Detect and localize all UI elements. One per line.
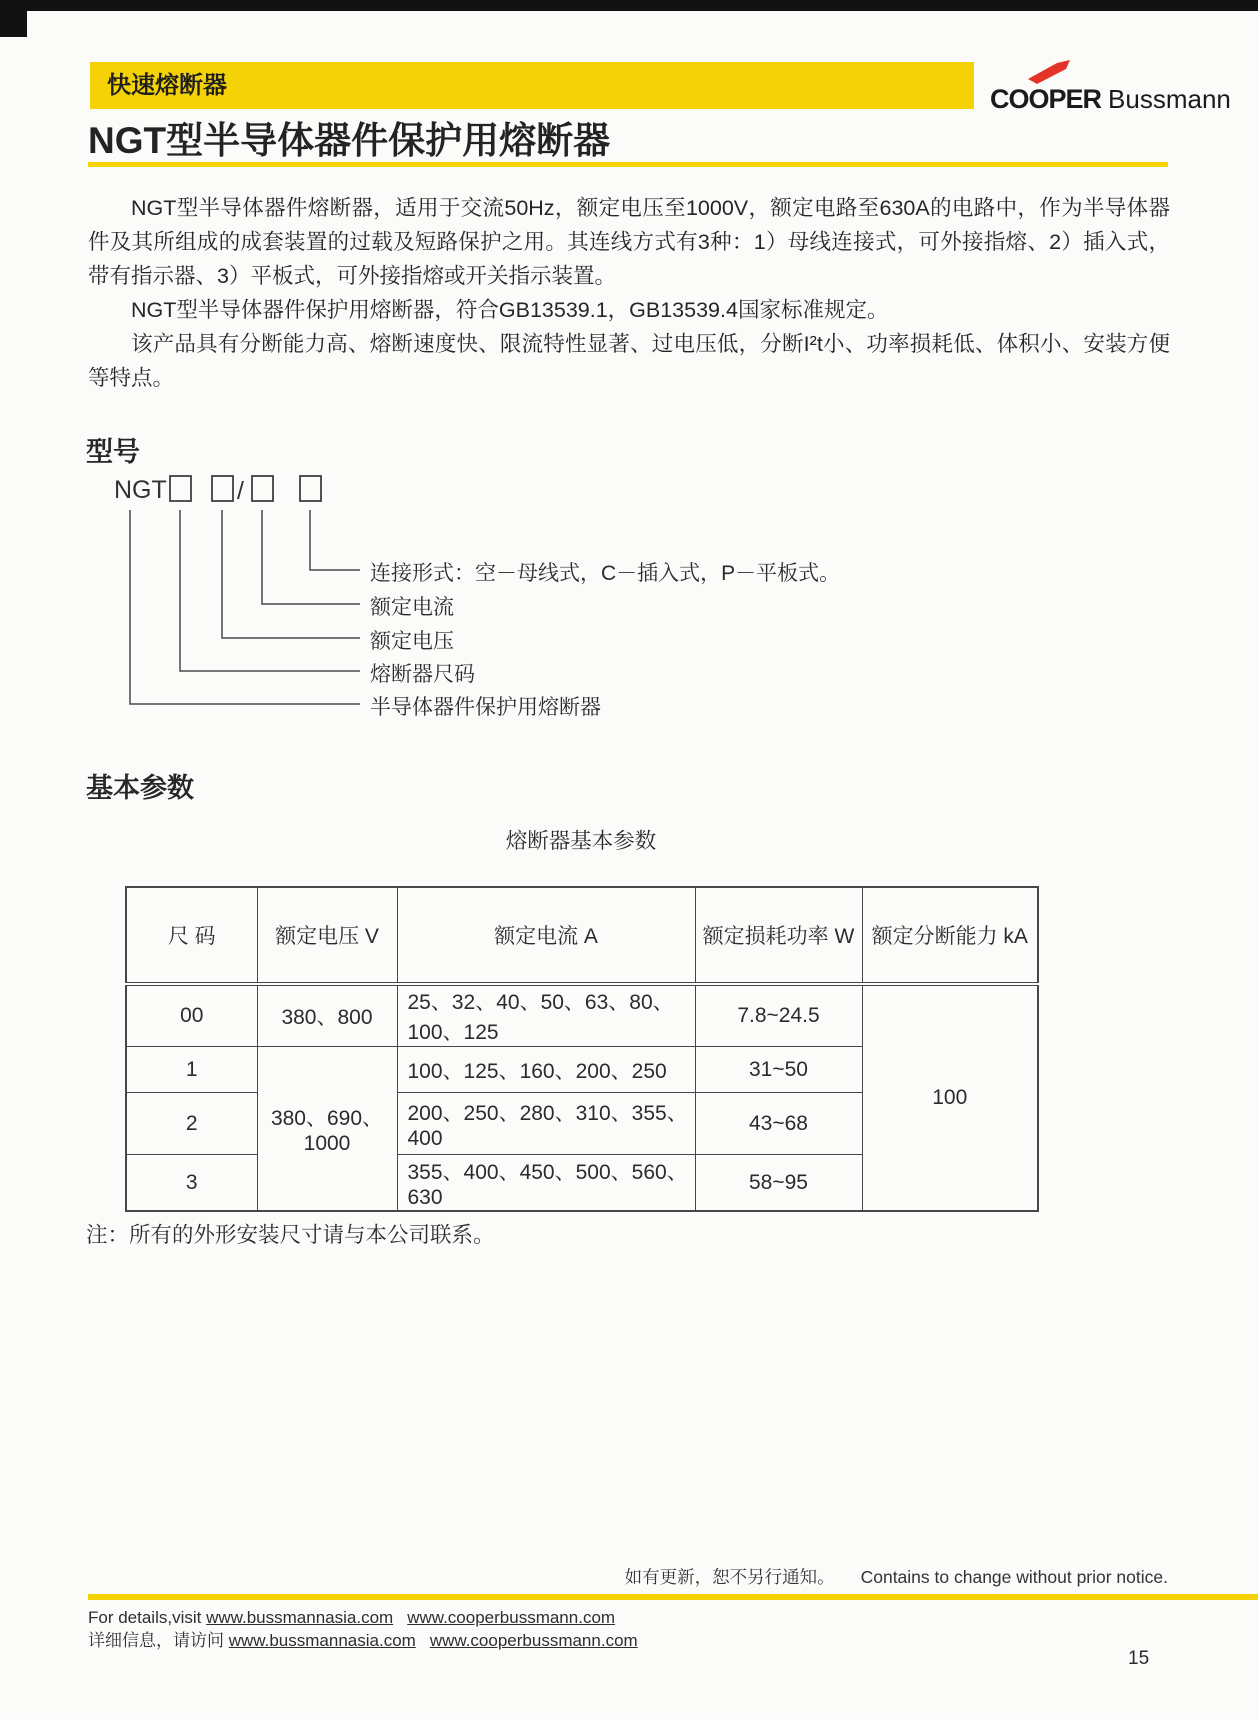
connector-line-size xyxy=(180,510,360,671)
logo-text xyxy=(990,84,1231,115)
connector-line-connection xyxy=(310,510,360,570)
parameters-section-heading: 基本参数 xyxy=(86,773,194,803)
top-left-scan-notch xyxy=(0,0,27,37)
bussmannasia-link[interactable]: www.bussmannasia.com xyxy=(206,1608,394,1627)
column-header-current: 额定电流 A xyxy=(397,887,695,984)
cell-current: 200、250、280、310、355、400 xyxy=(397,1093,695,1155)
cell-current: 100、125、160、200、250 xyxy=(397,1047,695,1093)
cell-breaking-capacity: 100 xyxy=(862,984,1038,1211)
change-notice-zh: 如有更新，恕不另行通知。 xyxy=(624,1567,835,1587)
cell-current: 355、400、450、500、560、630 xyxy=(397,1155,695,1212)
model-box-current xyxy=(252,476,273,501)
footer-links-line-zh xyxy=(88,1629,638,1652)
intro-paragraph-2: NGT型半导体器件保护用熔断器，符合GB13539.1，GB13539.4国家标准规定。 xyxy=(131,298,889,322)
category-label: 快速熔断器 xyxy=(107,72,227,99)
model-label-rated-current: 额定电流 xyxy=(370,596,454,619)
cell-power: 31~50 xyxy=(695,1047,862,1093)
connector-line-voltage xyxy=(222,510,360,638)
model-section-heading: 型号 xyxy=(86,437,140,467)
model-label-fuse-family: 半导体器件保护用熔断器 xyxy=(370,696,601,719)
column-header-size: 尺 码 xyxy=(126,887,257,984)
intro-section xyxy=(88,191,1170,395)
column-header-voltage: 额定电压 V xyxy=(257,887,397,984)
footer-links xyxy=(88,1606,638,1652)
logo-cooper-text: COOPER xyxy=(990,84,1102,114)
column-header-breaking-capacity: 额定分断能力 kA xyxy=(862,887,1038,984)
table-header-row xyxy=(126,887,1038,984)
cell-size: 00 xyxy=(126,984,257,1047)
footer-links-prefix-en: For details,visit xyxy=(88,1608,202,1627)
cell-power: 58~95 xyxy=(695,1155,862,1212)
table-note: 注：所有的外形安装尺寸请与本公司联系。 xyxy=(86,1223,495,1247)
model-separator-text: / xyxy=(237,477,244,505)
cell-size: 1 xyxy=(126,1047,257,1093)
model-prefix-text: NGT xyxy=(114,476,167,504)
bussmannasia-link[interactable]: www.bussmannasia.com xyxy=(228,1631,416,1650)
page-title: NGT型半导体器件保护用熔断器 xyxy=(88,120,611,161)
table-row xyxy=(126,984,1038,1047)
cell-size: 2 xyxy=(126,1093,257,1155)
intro-paragraph-1: NGT型半导体器件熔断器，适用于交流50Hz，额定电压至1000V，额定电路至630A的电路中，作为半导体器件及其所组成的成套装置的过载及短路保护之用。其连线方式有3种：1）母线连接式，可外接指熔、2）插入式，带有指示器、3）平板式，可外接指熔或开关指示装置。 xyxy=(88,196,1170,288)
cell-voltage-merged: 380、690、1000 xyxy=(257,1047,397,1212)
category-header-bar xyxy=(90,62,974,109)
connector-line-current xyxy=(262,510,360,604)
cell-power: 7.8~24.5 xyxy=(695,984,862,1047)
model-label-rated-voltage: 额定电压 xyxy=(370,630,454,653)
table-caption: 熔断器基本参数 xyxy=(505,829,657,853)
connector-line-family xyxy=(130,510,360,704)
model-box-size xyxy=(170,476,191,501)
cell-power: 43~68 xyxy=(695,1093,862,1155)
model-box-connection xyxy=(300,476,321,501)
change-notice xyxy=(88,1564,1168,1589)
logo-bussmann-text: Bussmann xyxy=(1108,84,1231,114)
model-label-fuse-size: 熔断器尺码 xyxy=(370,663,475,686)
footer-yellow-rule xyxy=(88,1594,1258,1600)
page-number: 15 xyxy=(1128,1648,1150,1669)
cell-size: 3 xyxy=(126,1155,257,1212)
model-box-voltage xyxy=(212,476,233,501)
change-notice-en: Contains to change without prior notice. xyxy=(860,1567,1168,1587)
footer-links-prefix-zh: 详细信息，请访问 xyxy=(88,1631,224,1650)
cell-current: 25、32、40、50、63、80、100、125 xyxy=(397,984,695,1047)
title-underline xyxy=(88,162,1168,167)
top-scan-bar xyxy=(0,0,1258,11)
footer-links-line-en xyxy=(88,1606,638,1629)
cooper-bussmann-logo xyxy=(990,60,1240,114)
logo-red-flag-icon xyxy=(1028,60,1074,84)
cooperbussmann-link[interactable]: www.cooperbussmann.com xyxy=(407,1608,616,1627)
cooperbussmann-link[interactable]: www.cooperbussmann.com xyxy=(429,1631,638,1650)
cell-voltage: 380、800 xyxy=(257,984,397,1047)
intro-paragraph-3: 该产品具有分断能力高、熔断速度快、限流特性显著、过电压低，分断I²t小、功率损耗低、体积小、安装方便等特点。 xyxy=(88,332,1170,390)
column-header-power: 额定损耗功率 W xyxy=(695,887,862,984)
model-label-connection-type: 连接形式：空－母线式，C－插入式，P－平板式。 xyxy=(370,562,841,585)
parameters-table xyxy=(125,886,1039,1212)
